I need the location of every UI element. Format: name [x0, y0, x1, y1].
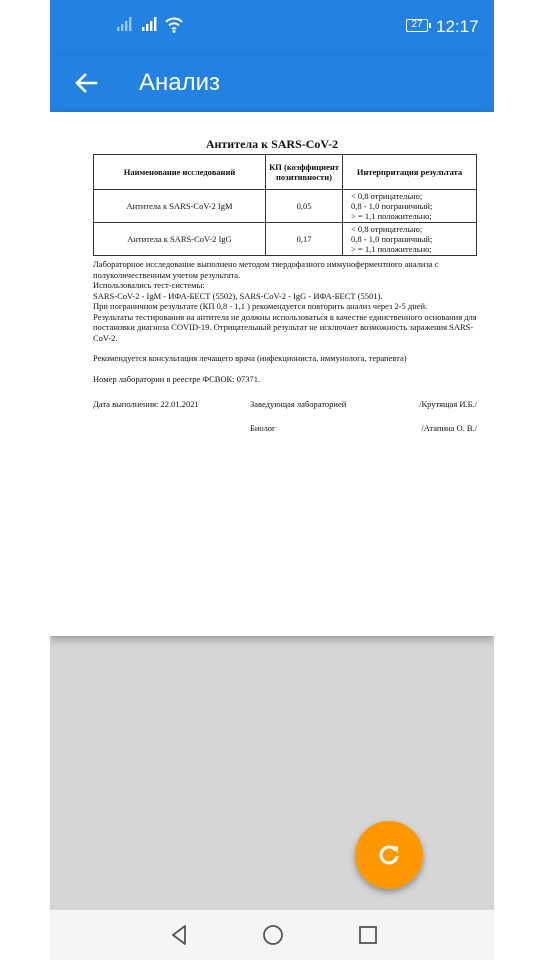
wifi-icon — [164, 15, 184, 33]
test-name: Антитела к SARS-CoV-2 IgM — [94, 190, 266, 223]
header-kp: КП (коэффициент позитивности) — [266, 155, 343, 190]
table-header-row — [94, 155, 477, 190]
head-title: Заведующая лабораторией — [250, 399, 347, 409]
signatures-block — [93, 399, 477, 447]
signal-icon — [117, 17, 133, 31]
interpretation: < 0,8 отрицательно; 0,8 - 1,0 пограничный; > = 1,1 положительно; — [343, 190, 477, 223]
note-systems-label: Использовались тест-системы: — [93, 280, 205, 290]
note-recommendation: Рекомендуется консультация лечащего врача (инфекциониста, иммунолога, терапевта) — [93, 353, 407, 363]
kp-value: 0,05 — [266, 190, 343, 223]
signature-row — [93, 423, 477, 447]
signal-icon — [142, 17, 158, 31]
note-lab-number: Номер лаборатории в реестре ФСВОК: 07371. — [93, 373, 261, 384]
head-name: /Крутящая И.Б./ — [419, 399, 477, 409]
execution-date: Дата выполнения: 22.01.2021 — [93, 399, 199, 409]
status-time: 12:17 — [436, 17, 479, 36]
header-interpretation: Интерпритация результата — [343, 155, 477, 190]
note-borderline: При пограничном результате (КП 0,8 - 1,1 ) рекомендуется повторить анализ через 2-5 дней. — [93, 301, 428, 311]
document-page[interactable] — [50, 112, 494, 636]
test-name: Антитела к SARS-CoV-2 IgG — [94, 223, 266, 256]
nav-back-icon[interactable] — [167, 922, 193, 948]
app-bar — [50, 56, 494, 112]
note-method: Лабораторное исследование выполнено методом твердофазного иммуноферментного анализа с полуколичественным учетом результата. — [93, 259, 439, 280]
note-disclaimer: Результаты тестирования на антитела не должны использоваться в качестве единственного основания для постановки диагноза COVID-19. Отрицательный результат не исключает возможность заражения SARS-CoV-2. — [93, 311, 477, 343]
biologist-title: Биолог — [250, 423, 276, 433]
note-systems: SARS-CoV-2 - IgM - ИФА-БЕСТ (5502), SARS-CoV-2 - IgG - ИФА-БЕСТ (5501). — [93, 290, 383, 301]
page-title: Анализ — [139, 69, 221, 96]
nav-home-icon[interactable] — [260, 922, 286, 948]
header-test-name: Наименование исследований — [94, 155, 266, 190]
arrow-left-icon[interactable] — [72, 68, 102, 98]
kp-value: 0,17 — [266, 223, 343, 256]
document-notes — [93, 259, 477, 384]
status-bar — [50, 0, 494, 56]
results-table — [93, 154, 477, 256]
interpretation: < 0,8 отрицательно; 0,8 - 1,0 пограничный; > = 1,1 положительно; — [343, 223, 477, 256]
document-title: Антитела к SARS-CoV-2 — [205, 137, 339, 151]
signature-row — [93, 399, 477, 423]
refresh-icon — [376, 842, 402, 868]
nav-recent-icon[interactable] — [355, 922, 381, 948]
table-row — [94, 223, 477, 256]
refresh-button[interactable] — [355, 821, 423, 889]
navigation-bar — [50, 910, 494, 960]
table-row — [94, 190, 477, 223]
battery-icon: 27 — [406, 19, 428, 32]
biologist-name: /Атапина О. В./ — [421, 423, 477, 433]
phone-screen — [50, 0, 494, 910]
